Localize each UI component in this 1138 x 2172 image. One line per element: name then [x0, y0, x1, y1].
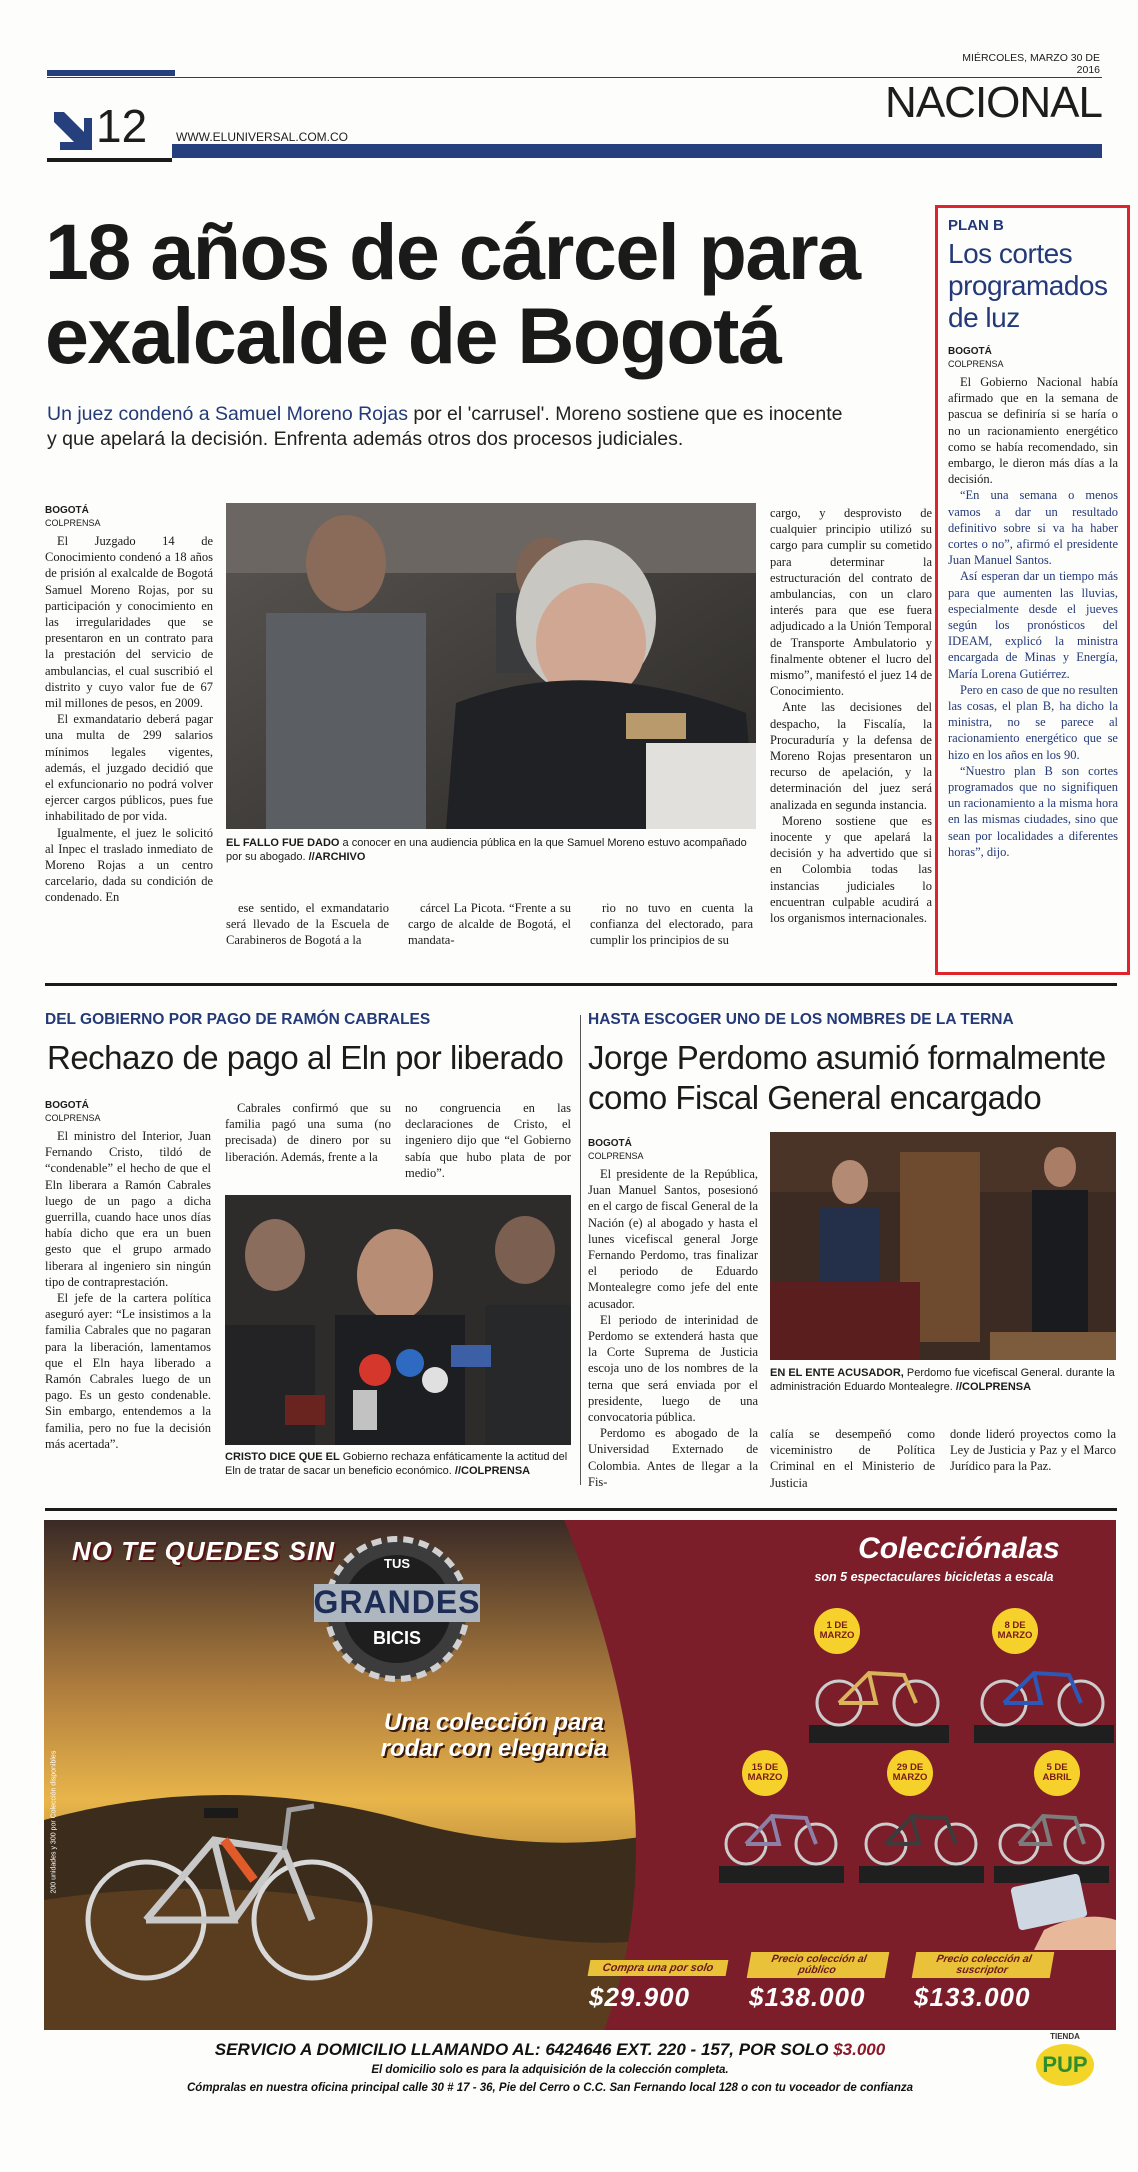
price-single: $29.900 [589, 1982, 690, 2012]
tienda-pup-big: PUP [1036, 2044, 1094, 2086]
price-label-subscriber: Precio colección al suscriptor [912, 1952, 1055, 1978]
sidebar-title-line2: programados [948, 270, 1108, 301]
eln-photo-caption-lead: CRISTO DICE QUE EL [225, 1451, 340, 1463]
eln-col3-p1: no congruencia en las declaraciones de Cristo, el ingeniero dijo que “el Gobierno sabía que hubo plata de por medio”. [405, 1101, 571, 1180]
main-headline-line1: 18 años de cárcel para [45, 207, 860, 296]
eln-kicker: DEL GOBIERNO POR PAGO DE RAMÓN CABRALES [45, 1011, 431, 1028]
main-headline [45, 207, 925, 380]
ad-footer-line2: El domicilio solo es para la adquisición de la colección completa. [371, 2064, 729, 2076]
main-col1-p3: Igualmente, el juez le solicitó al Inpec el traslado inmediato de Moreno Rojas a un centro carcelario, dada su condición de condenado. En [45, 825, 213, 905]
eln-dateline: BOGOTÁ [45, 1100, 89, 1111]
price-label-single: Compra una por solo [588, 1960, 729, 1976]
website-link[interactable]: WWW.ELUNIVERSAL.COM.CO [176, 130, 349, 144]
main-col5-p2: Ante las decisiones del despacho, la Fiscalía, la Procuraduría y la defensa de Moreno Rojas presentaron un recurso de apelación, y la determinación del juez será analizada en segunda instancia. [770, 700, 932, 812]
logo-bottom-text: BICIS [372, 1628, 421, 1648]
fiscal-headline [588, 1038, 1118, 1118]
fiscal-kicker: HASTA ESCOGER UNO DE LOS NOMBRES DE LA TERNA [588, 1011, 1014, 1028]
sidebar-p5: “Nuestro plan B son cortes programados que no signifiquen un racionamiento a la misma hora en las mismas ciudades, sino que sean por localidades a diferentes horas”, dijo. [948, 763, 1118, 859]
eln-col1-p2: El jefe de la cartera política aseguró ayer: “Le insistimos a la familia Cabrales que no pagaran para la liberación, lamentamos que el Eln haya liberado a Ramón Cabrales luego de un pago. Es un gesto condenable. Sin embargo, entendemos a la familia, pero no fue la decisión más acertada”. [45, 1291, 211, 1451]
logo-small-text: TUS [384, 1556, 410, 1571]
collection-bike-3 [714, 1800, 849, 1885]
section-divider-2 [45, 1508, 1117, 1511]
main-photo-caption-lead: EL FALLO FUE DADO [226, 837, 340, 849]
collection-bike-4 [854, 1800, 989, 1885]
main-col5-p1: cargo, y desprovisto de cualquier principio utilizó su cargo para cumplir su cometido para determinar la estructuración del contrato de ambulancias, con un claro interés para que ese fuera adjudicado a la Unión Temporal de Transporte Ambulatorio y finalmente obtener el lucro del mismo”, manifestó el juez 14 de Conocimiento. [770, 506, 932, 699]
main-col2-p1: ese sentido, el exmandatario será llevado de la Escuela de Carabineros de Bogotá a la [226, 901, 389, 948]
header-rule-bottom [172, 144, 1102, 158]
date-badge-3: 15 DE MARZO [742, 1750, 788, 1796]
ad-slogan-line1: Una colección para [383, 1709, 605, 1736]
eln-photo-caption [225, 1450, 571, 1478]
main-column-1 [45, 505, 213, 906]
fiscal-col1-p1: El presidente de la República, Juan Manuel Santos, posesionó en el cargo de fiscal General de la Nación (e) al abogado y hasta el lunes vicefiscal general Jorge Fernando Perdomo, tras finalizar el periodo de Eduardo Montealegre como jefe del ente acusador. [588, 1167, 758, 1311]
issue-date: MIÉRCOLES, MARZO 30 DE 2016 [962, 52, 1100, 76]
ad-side-note: 200 unidades y 300 por Colección disponibles [50, 1750, 58, 1894]
hand-card-image [1004, 1870, 1116, 1950]
main-column-3 [408, 900, 571, 949]
fiscal-photo [770, 1132, 1116, 1360]
sidebar-p3: Así esperan dar un tiempo más para que aumenten las lluvias, especialmente desde el jueves según los pronósticos del IDEAM, explicó la ministra encargada de Minas y Energía, María Lorena Gutiérrez. [948, 569, 1118, 681]
main-photo-caption-text: a conocer en una audiencia pública en la que Samuel Moreno estuvo acompañado por su abogado. [226, 837, 747, 863]
fiscal-col1-p3: Perdomo es abogado de la Universidad Externado de Colombia. Antes de llegar a la Fis- [588, 1426, 758, 1489]
fiscal-agency: COLPRENSA [588, 1151, 644, 1161]
date-badge-4: 29 DE MARZO [887, 1750, 933, 1796]
tienda-pup-logo [1030, 2032, 1100, 2098]
main-deck-lead: Un juez condenó a Samuel Moreno Rojas [47, 403, 408, 425]
main-deck-rest: por el 'carrusel'. Moreno sostiene que es inocente y que apelará la decisión. Enfrenta además otros dos procesos judiciales. [47, 403, 843, 450]
header-rule-top-left [47, 70, 175, 76]
eln-photo-caption-text: Gobierno rechaza enfáticamente la actitud del Eln de tratar de sacar un beneficio económico. [225, 1451, 568, 1477]
header-rule-bottom-left [47, 158, 172, 162]
fiscal-photo-caption-lead: EN EL ENTE ACUSADOR, [770, 1367, 904, 1379]
ad-footer-phone: SERVICIO A DOMICILIO LLAMANDO AL: 6424646 EXT. 220 - 157, POR SOLO [214, 2040, 834, 2059]
sidebar-title-line3: de luz [948, 302, 1020, 333]
fiscal-column-3 [950, 1426, 1116, 1475]
main-dateline: BOGOTÁ [45, 505, 89, 516]
eln-col2-p1: Cabrales confirmó que su familia pagó una suma (no precisada) de dinero por su liberación. Además, frente a la [225, 1101, 391, 1164]
collect-title: Colecciónalas [858, 1532, 1060, 1565]
sidebar-p2: “En una semana o menos vamos a dar un resultado definitivo sobre si va ha haber cortes o no”, afirmó el presidente Juan Manuel Santos. [948, 488, 1118, 568]
sidebar-agency: COLPRENSA [948, 359, 1004, 369]
sidebar-title-line1: Los cortes [948, 238, 1073, 269]
fiscal-photo-caption [770, 1366, 1116, 1394]
ad-footer-line1 [100, 2040, 1000, 2060]
fiscal-dateline: BOGOTÁ [588, 1138, 632, 1149]
date-badge-2: 8 DE MARZO [992, 1608, 1038, 1654]
eln-column-3 [405, 1100, 571, 1181]
eln-photo-credit: //COLPRENSA [454, 1465, 531, 1477]
main-headline-line2: exalcalde de Bogotá [45, 291, 781, 380]
sidebar-dateline: BOGOTÁ [948, 346, 992, 357]
page-number: 12 [96, 100, 148, 152]
sidebar [948, 217, 1118, 860]
main-col5-p3: Moreno sostiene que es inocente y que apelará la decisión y ha advertido que si en Colombia todas las instancias judiciales lo encuentran culpable acudirá a los organismos internacionales. [770, 813, 932, 926]
main-deck [47, 402, 847, 452]
sidebar-kicker: PLAN B [948, 217, 1004, 234]
fiscal-col2-p1: calía se desempeñó como viceministro de Política Criminal en el Ministerio de Justicia [770, 1427, 935, 1490]
ad-slogan [344, 1710, 644, 1762]
arrow-icon [50, 108, 94, 152]
price-subscriber: $133.000 [914, 1982, 1031, 2012]
date-badge-1: 1 DE MARZO [814, 1608, 860, 1654]
fiscal-photo-caption-text: Perdomo fue vicefiscal General. durante la administración Eduardo Montealegre. [770, 1367, 1115, 1393]
logo-big-text: GRANDES [313, 1584, 481, 1620]
eln-agency: COLPRENSA [45, 1113, 101, 1123]
main-col4-p1: rio no tuvo en cuenta la confianza del electorado, para cumplir los principios de su [590, 901, 753, 948]
price-public: $138.000 [749, 1982, 866, 2012]
main-col1-p2: El exmandatario deberá pagar una multa de 299 salarios mínimos legales vigentes, además, el juzgado decidió que el exfuncionario no podrá volver ejercer cargos públicos, pues fue inhabilitado de por vida. [45, 712, 213, 824]
main-column-4 [590, 900, 753, 949]
bike-collection-ad[interactable] [44, 1520, 1116, 2030]
main-photo-caption [226, 836, 756, 864]
sidebar-p4: Pero en caso de que no resulten las cosas, el plan B, ha dicho la ministra, no se parece al racionamiento energético que se hizo en los años en los 90. [948, 682, 1118, 762]
date-badge-5: 5 DE ABRIL [1034, 1750, 1080, 1796]
eln-col1-p1: El ministro del Interior, Juan Fernando Cristo, tildó de “condenable” el hecho de que el Eln liberara a Ramón Cabrales luego de un pago a dicha guerrilla, cuando hace unos días había dicho que era un buen gesto que el grupo armado liberara al ingeniero sin ningún tipo de contraprestación. [45, 1129, 211, 1289]
fiscal-headline-line1: Jorge Perdomo asumió formalmente [588, 1039, 1106, 1076]
main-col3-p1: cárcel La Picota. “Frente a su cargo de alcalde de Bogotá, el mandata- [408, 901, 571, 948]
ad-slogan-line2: rodar con elegancia [380, 1735, 608, 1762]
eln-photo [225, 1195, 571, 1445]
sidebar-title [948, 238, 1118, 334]
eln-column-2 [225, 1100, 391, 1165]
fiscal-col3-p1: donde lideró proyectos como la Ley de Justicia y Paz y el Marco Jurídico para la Paz. [950, 1427, 1116, 1474]
sidebar-p1: El Gobierno Nacional había afirmado que en la semana de pascua se definiría si se haría o no un racionamiento energético como se había recomendado, sin embargo, le dieron más días a la decisión. [948, 375, 1118, 487]
grandes-bicis-logo [312, 1534, 482, 1684]
main-agency: COLPRENSA [45, 518, 101, 528]
ad-headline-left: NO TE QUEDES SIN [72, 1536, 336, 1566]
collection-bike-1 [804, 1655, 954, 1745]
eln-headline: Rechazo de pago al Eln por liberado [47, 1039, 564, 1076]
column-divider [580, 1015, 581, 1485]
price-label-public: Precio colección al público [747, 1952, 890, 1978]
fiscal-photo-credit: //COLPRENSA [955, 1381, 1032, 1393]
tienda-pup-small: TIENDA [1050, 2032, 1080, 2041]
featured-bike-image [84, 1770, 374, 1990]
fiscal-headline-line2: como Fiscal General encargado [588, 1079, 1042, 1116]
main-col1-p1: El Juzgado 14 de Conocimiento condenó a 18 años de prisión al exalcalde de Bogotá Samuel Moreno Rojas, por su participación y conocimiento en las irregularidades que se presentaron en un contrato para la prestación del servicio de ambulancias, el cual suscribió el distrito y cuyo valor fue de 67 mil millones de pesos, en 2009. [45, 534, 213, 711]
collection-bike-2 [969, 1655, 1116, 1745]
fiscal-column-1 [588, 1138, 758, 1490]
fiscal-column-2 [770, 1426, 935, 1491]
main-column-2 [226, 900, 389, 949]
main-column-5 [770, 505, 932, 926]
eln-column-1 [45, 1100, 211, 1452]
ad-footer-price: $3.000 [833, 2040, 886, 2059]
section-title: NACIONAL [885, 78, 1102, 127]
main-photo [226, 503, 756, 829]
main-photo-credit: //ARCHIVO [308, 851, 366, 863]
ad-footer-line3: Cómpralas en nuestra oficina principal calle 30 # 17 - 36, Pie del Cerro o C.C. San Fernando local 128 o con tu voceador de confianza [187, 2082, 913, 2094]
collect-subtitle: son 5 espectaculares bicicletas a escala [814, 1570, 1054, 1584]
section-divider-1 [45, 983, 1117, 986]
fiscal-col1-p2: El periodo de interinidad de Perdomo se extenderá hasta que la Corte Suprema de Justicia escoja uno de los nombres de la terna que será enviada por el presidente, luego de una convocatoria pública. [588, 1312, 758, 1425]
